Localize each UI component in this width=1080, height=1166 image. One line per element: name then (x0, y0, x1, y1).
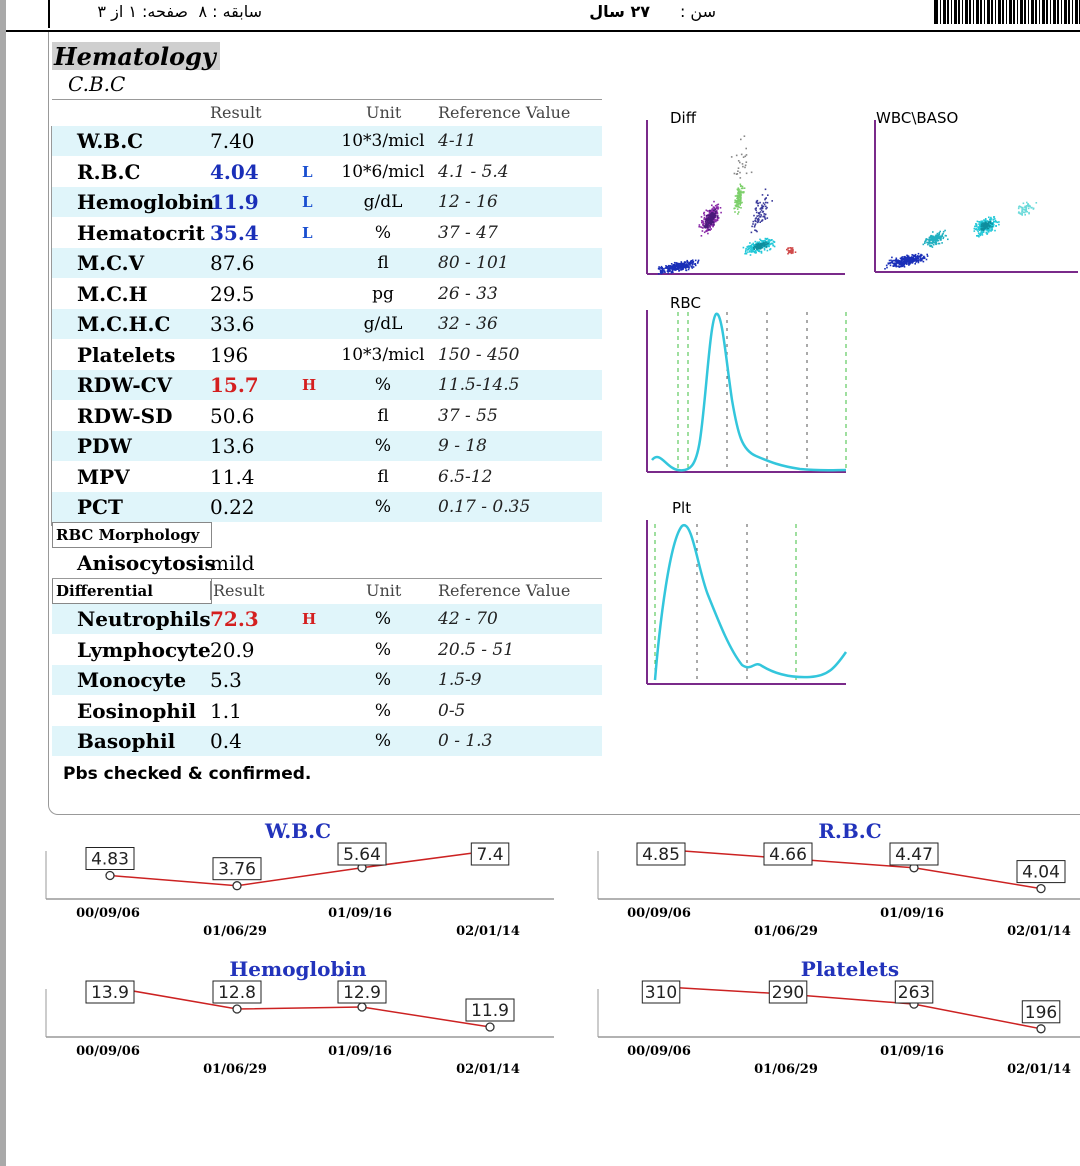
test-unit: 10*3/micl (341, 131, 425, 151)
test-flag: L (302, 223, 313, 242)
test-result: 11.9 (210, 190, 259, 214)
test-result: 7.40 (210, 129, 255, 153)
table-row (52, 279, 602, 309)
trend-date-label: 02/01/14 (456, 1062, 520, 1077)
test-reference: 150 - 450 (438, 344, 520, 365)
test-name: Lymphocyte (77, 637, 211, 662)
test-reference: 32 - 36 (438, 314, 498, 334)
table-row (52, 370, 602, 400)
trend-date-label: 00/09/06 (627, 906, 691, 921)
morphology-label: RBC Morphology (52, 522, 212, 548)
age-label: سن : (679, 2, 716, 21)
table-row (52, 604, 602, 634)
test-name: M.C.H (77, 281, 148, 306)
test-reference: 80 - 101 (438, 253, 509, 273)
trend-value-label: 5.64 (343, 845, 381, 865)
test-result: 1.1 (210, 698, 242, 723)
trend-date-label: 01/06/29 (203, 1062, 267, 1077)
test-reference: 42 - 70 (438, 609, 498, 629)
trend-line (110, 851, 490, 886)
test-result: 13.6 (210, 434, 255, 458)
test-name: Eosinophil (77, 698, 197, 723)
wbc-baso-plot-title: WBC\BASO (876, 109, 959, 127)
test-reference: 26 - 33 (438, 283, 498, 304)
test-reference: 0-5 (438, 700, 466, 721)
wbc-baso-scatter-cloud (884, 202, 1037, 270)
header-divider (48, 0, 50, 28)
table-row (52, 157, 602, 187)
table-row (52, 492, 602, 522)
diff-col-unit: Unit (366, 581, 402, 600)
col-header-result: Result (210, 103, 262, 122)
trend-date-label: 01/09/16 (880, 906, 944, 921)
page-number: صفحه: ۱ از ۳ (97, 2, 188, 21)
test-unit: % (374, 222, 392, 243)
plt-gate-lines (655, 524, 796, 684)
trend-point (486, 1023, 494, 1031)
section-subtitle: C.B.C (68, 72, 126, 96)
test-unit: % (374, 436, 392, 456)
test-reference: 1.5-9 (438, 670, 482, 690)
table-row (52, 126, 602, 156)
test-name: Neutrophils (77, 607, 211, 631)
table-row (52, 218, 602, 248)
trend-chart-hemoglobin (46, 957, 554, 1077)
trend-value-label: 12.8 (218, 983, 256, 1003)
trend-point (106, 872, 114, 880)
test-unit: fl (377, 253, 389, 273)
table-row (52, 401, 602, 431)
trend-value-label: 4.83 (91, 849, 129, 870)
trend-value-label: 290 (771, 983, 805, 1003)
test-name: Platelets (77, 342, 176, 367)
col-header-unit: Unit (366, 103, 402, 122)
section-title: Hematology (52, 42, 220, 70)
rbc-grid-lines (727, 312, 807, 472)
morphology-row (52, 548, 602, 578)
test-name: W.B.C (77, 129, 144, 153)
test-reference: 20.5 - 51 (438, 639, 515, 660)
trend-point (1037, 1025, 1045, 1033)
trend-date-label: 01/09/16 (328, 1044, 392, 1059)
test-unit: fl (377, 466, 389, 487)
test-name: PCT (77, 495, 123, 519)
header-rule (52, 99, 602, 100)
trend-date-label: 00/09/06 (76, 1044, 140, 1059)
barcode (934, 0, 1080, 24)
test-result: 0.4 (210, 729, 242, 753)
test-result: 20.9 (210, 637, 255, 662)
rbc-histogram-curve (652, 314, 846, 471)
test-unit: 10*6/micl (341, 161, 425, 182)
trend-value-label: 4.85 (642, 845, 680, 865)
test-unit: g/dL (363, 314, 403, 334)
test-unit: % (374, 639, 392, 660)
trend-title: R.B.C (818, 819, 882, 843)
test-name: Basophil (77, 729, 176, 753)
test-result: 15.7 (210, 373, 259, 397)
table-row (52, 248, 602, 278)
test-unit: fl (377, 405, 389, 426)
trend-value-label: 3.76 (218, 859, 256, 880)
trend-value-label: 4.04 (1022, 862, 1060, 883)
trend-value-label: 4.47 (895, 845, 933, 865)
table-row (52, 309, 602, 339)
test-name: RDW-SD (77, 403, 173, 428)
test-unit: % (374, 700, 392, 721)
trend-date-label: 01/06/29 (754, 1062, 818, 1077)
table-row (52, 665, 602, 695)
trend-chart-wbc (46, 819, 554, 939)
test-result: 33.6 (210, 312, 255, 336)
diff-plot-title: Diff (670, 109, 697, 127)
morphology-value: mild (210, 551, 255, 575)
trend-date-label: 01/06/29 (754, 924, 818, 939)
diff-scatter-cloud (658, 135, 797, 274)
test-name: MPV (77, 464, 130, 489)
trend-line (661, 987, 1041, 1029)
test-unit: % (374, 731, 392, 751)
table-row (52, 431, 602, 461)
differential-header (52, 578, 602, 605)
diff-col-reference: Reference Value (438, 581, 571, 600)
trend-charts (0, 815, 1080, 1085)
test-flag: L (302, 162, 313, 181)
test-reference: 4.1 - 5.4 (438, 161, 509, 182)
table-row (52, 635, 602, 665)
test-name: Hematocrit (77, 220, 205, 245)
trend-point (358, 1003, 366, 1011)
test-result: 4.04 (210, 159, 259, 184)
plt-plot-title: Plt (672, 499, 692, 517)
test-name: RDW-CV (77, 373, 173, 397)
report-header-bar (6, 0, 1080, 32)
table-row (52, 696, 602, 726)
age-value: ۲۷ سال (589, 2, 650, 21)
test-result: 196 (210, 342, 249, 367)
test-unit: % (374, 609, 392, 629)
trend-point (1037, 885, 1045, 893)
test-unit: g/dL (363, 192, 403, 212)
trend-value-label: 12.9 (343, 983, 381, 1003)
trend-date-label: 01/09/16 (328, 906, 392, 921)
test-reference: 37 - 55 (438, 405, 498, 426)
test-reference: 0.17 - 0.35 (438, 497, 531, 517)
test-reference: 6.5-12 (438, 466, 493, 487)
rbc-gate-lines (678, 312, 846, 472)
test-result: 5.3 (210, 668, 242, 692)
rbc-plot-title: RBC (670, 294, 701, 312)
trend-point (233, 1005, 241, 1013)
test-result: 72.3 (210, 607, 259, 631)
test-result: 87.6 (210, 251, 255, 275)
instrument-plots (630, 100, 1080, 700)
test-result: 0.22 (210, 495, 255, 519)
test-name: PDW (77, 434, 132, 458)
trend-line (661, 849, 1041, 888)
trend-line (110, 987, 490, 1027)
test-unit: % (374, 375, 392, 395)
test-flag: H (302, 610, 317, 628)
trend-title: W.B.C (264, 819, 332, 843)
test-unit: % (374, 670, 392, 690)
table-row (52, 726, 602, 756)
col-header-reference: Reference Value (438, 103, 571, 122)
test-unit: % (374, 497, 392, 517)
table-row (52, 340, 602, 370)
trend-value-label: 11.9 (471, 1001, 509, 1021)
comment-text: Pbs checked & confirmed. (63, 764, 312, 784)
test-reference: 4-11 (438, 131, 477, 151)
trend-date-label: 01/09/16 (880, 1044, 944, 1059)
differential-label: Differential (52, 579, 212, 604)
trend-date-label: 01/06/29 (203, 924, 267, 939)
test-unit: pg (372, 283, 394, 304)
trend-date-label: 02/01/14 (1007, 1062, 1071, 1077)
trend-chart-platelets (598, 957, 1080, 1077)
trend-title: Platelets (800, 957, 900, 981)
plt-histogram-curve (655, 525, 846, 680)
trend-value-label: 196 (1024, 1002, 1058, 1023)
table-row (52, 187, 602, 217)
trend-date-label: 00/09/06 (627, 1044, 691, 1059)
trend-value-label: 263 (897, 983, 931, 1003)
test-name: M.C.H.C (77, 312, 171, 336)
diff-col-result: Result (210, 581, 265, 600)
trend-chart-rbc (598, 819, 1080, 939)
test-name: M.C.V (77, 251, 145, 275)
test-reference: 11.5-14.5 (438, 375, 520, 395)
morphology-name: Anisocytosis (77, 551, 216, 575)
history-count: سابقه : ۸ (198, 2, 262, 21)
test-name: R.B.C (77, 159, 141, 184)
trend-date-label: 02/01/14 (456, 924, 520, 939)
table-row (52, 462, 602, 492)
test-flag: L (302, 193, 313, 211)
test-result: 11.4 (210, 464, 255, 489)
trend-value-label: 13.9 (91, 983, 129, 1003)
test-reference: 37 - 47 (438, 222, 498, 243)
test-reference: 9 - 18 (438, 436, 487, 456)
trend-title: Hemoglobin (229, 957, 367, 981)
trend-date-label: 02/01/14 (1007, 924, 1071, 939)
test-reference: 0 - 1.3 (438, 731, 493, 751)
test-result: 35.4 (210, 220, 259, 245)
test-result: 29.5 (210, 281, 255, 306)
trend-point (233, 882, 241, 890)
trend-value-label: 310 (644, 983, 678, 1003)
trend-date-label: 00/09/06 (76, 906, 140, 921)
trend-value-label: 7.4 (476, 845, 504, 865)
test-reference: 12 - 16 (438, 192, 498, 212)
test-result: 50.6 (210, 403, 255, 428)
trend-value-label: 4.66 (769, 845, 807, 865)
test-unit: 10*3/micl (341, 344, 425, 365)
test-flag: H (302, 376, 317, 394)
test-name: Hemoglobin (77, 190, 215, 214)
test-name: Monocyte (77, 668, 187, 692)
